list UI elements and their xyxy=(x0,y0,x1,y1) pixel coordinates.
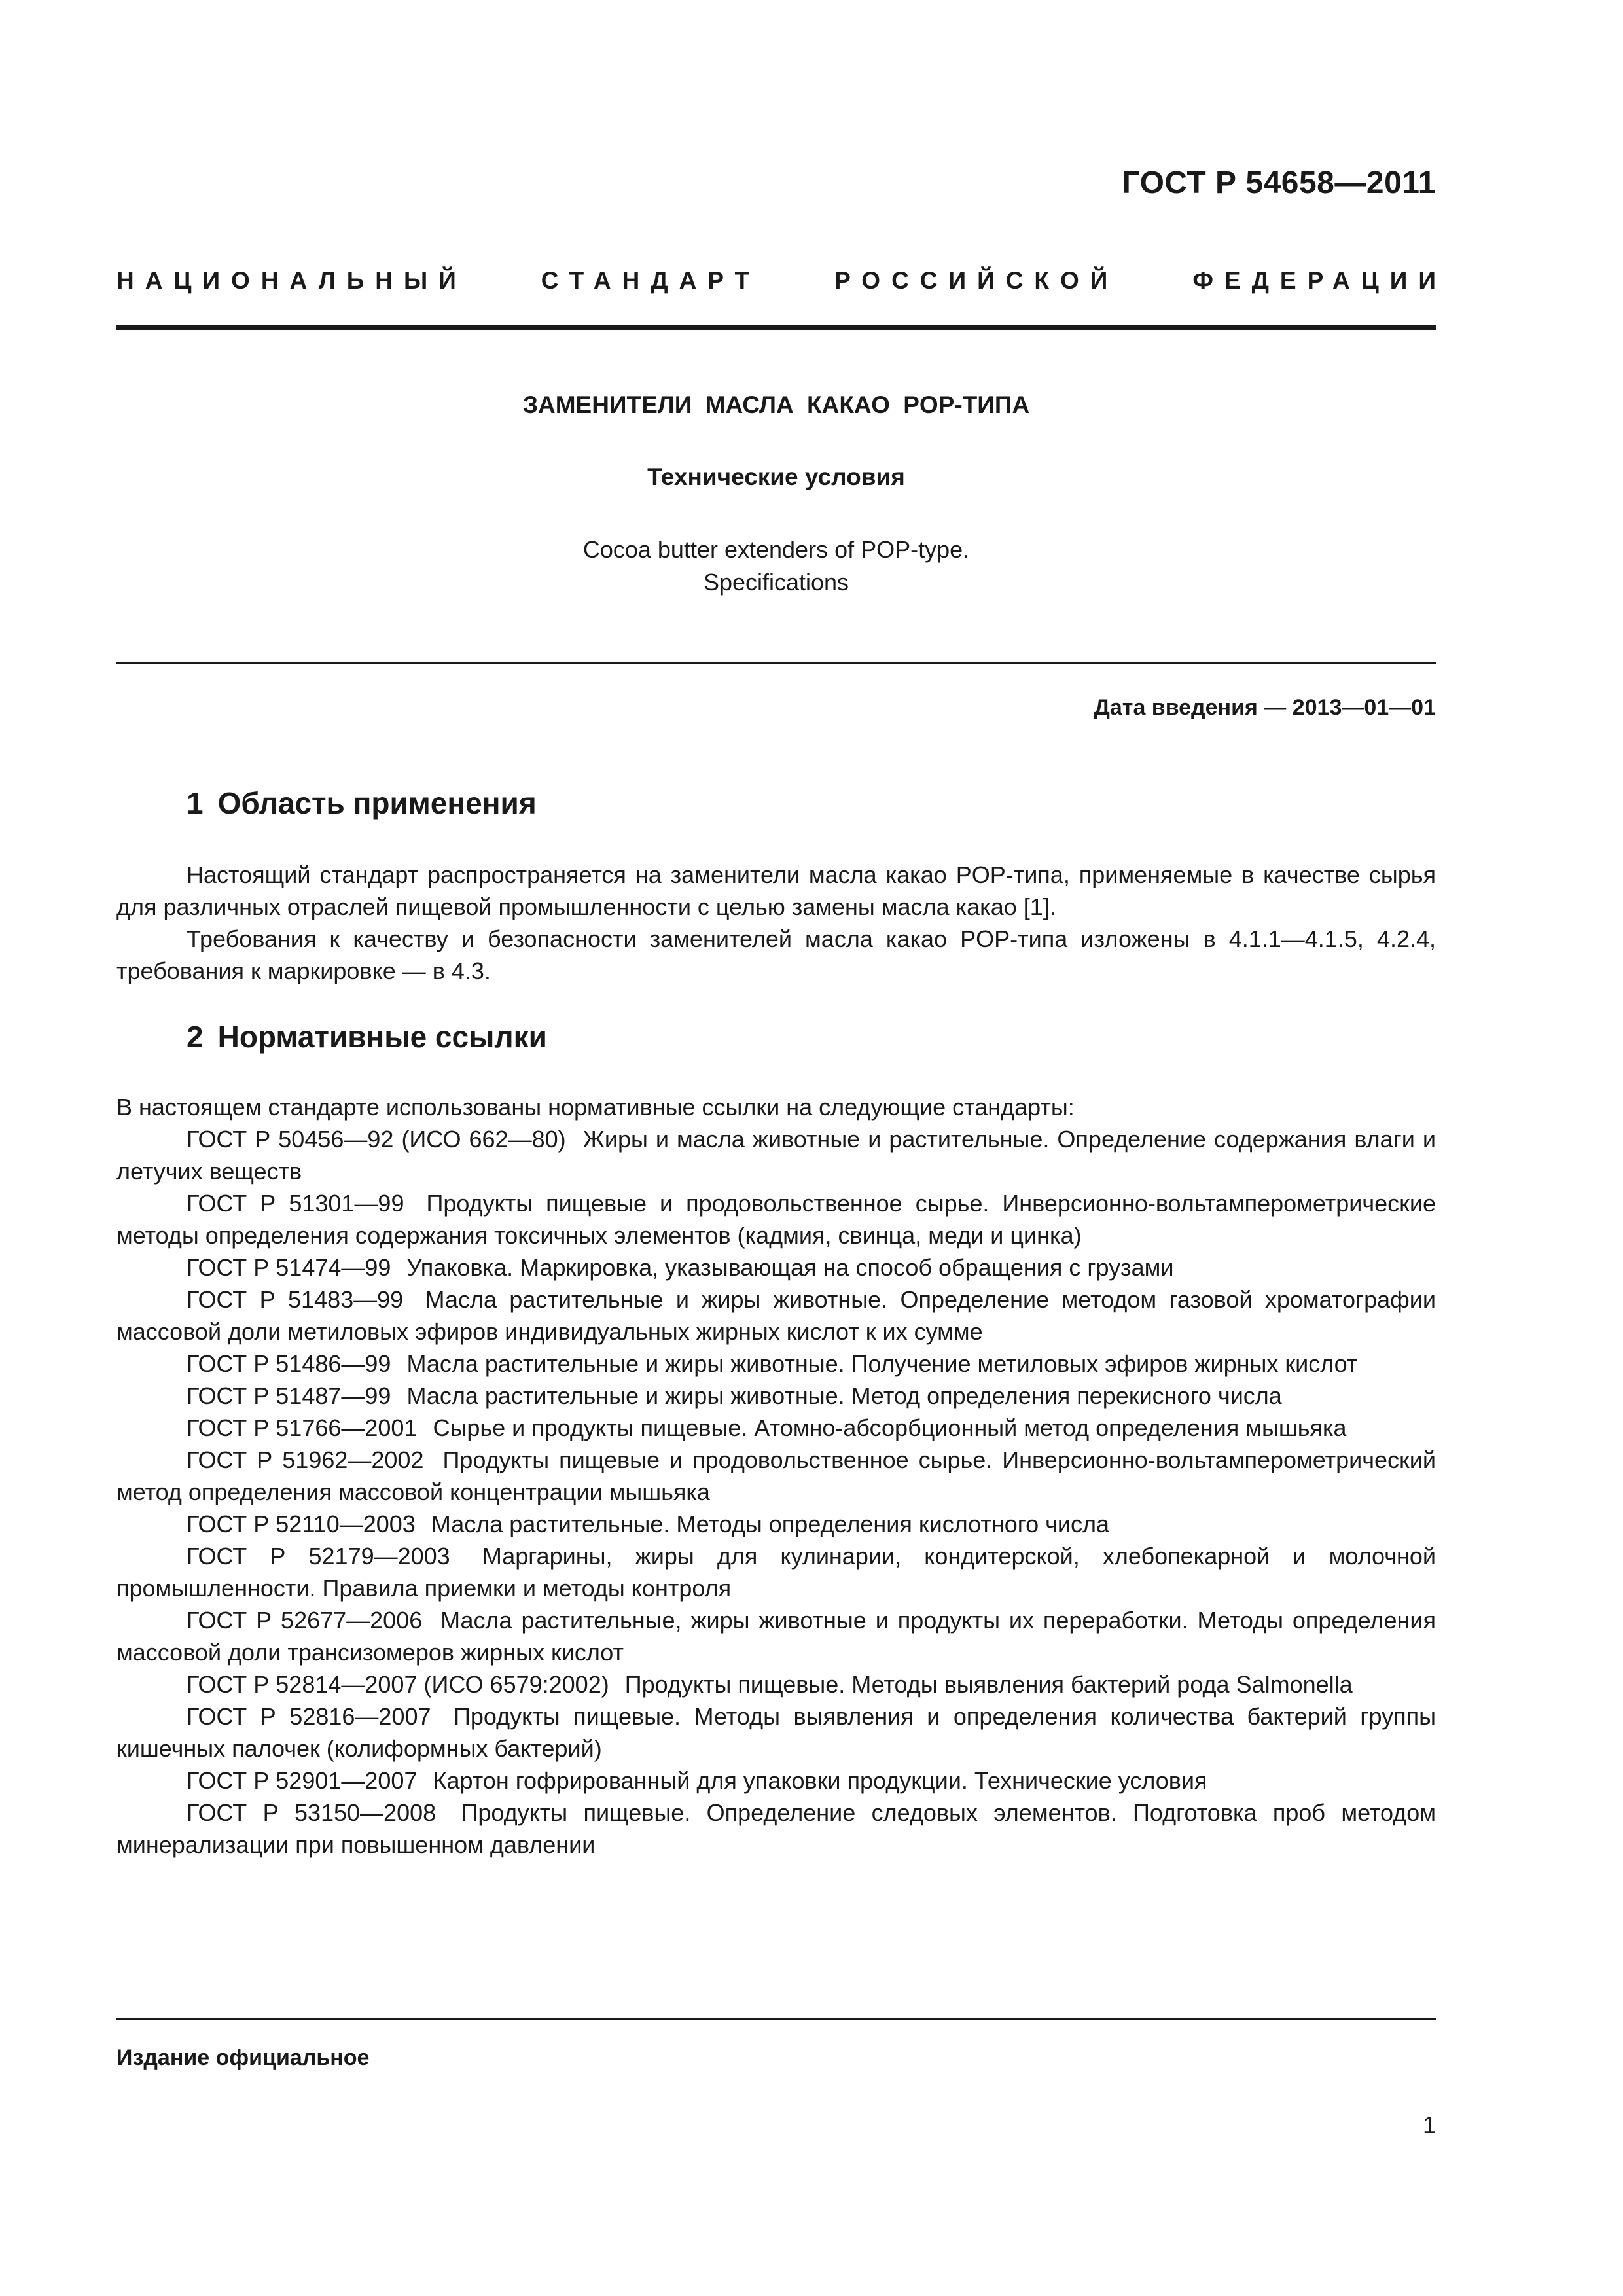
reference-code: ГОСТ Р 51486—99 xyxy=(187,1350,391,1377)
reference-item xyxy=(116,1508,1436,1540)
document-number: ГОСТ Р 54658—2011 xyxy=(1122,166,1436,200)
reference-code: ГОСТ Р 52677—2006 xyxy=(187,1607,423,1634)
document-title: ЗАМЕНИТЕЛИ МАСЛА КАКАО POP-ТИПА xyxy=(522,391,1030,418)
english-title-line: Cocoa butter extenders of POP-type. xyxy=(582,536,970,563)
references-intro: В настоящем стандарте использованы нормативные ссылки на следующие стандарты: xyxy=(116,1094,1075,1121)
english-title-line: Specifications xyxy=(703,569,849,596)
reference-text: Продукты пищевые и продовольственное сырье. Инверсионно-вольтамперометрические методы определения содержания токсичных элементов (кадмия, свинца, меди и цинка) xyxy=(116,1190,1436,1249)
reference-text: Сырье и продукты пищевые. Атомно-абсорбционный метод определения мышьяка xyxy=(433,1414,1347,1441)
reference-code: ГОСТ Р 51487—99 xyxy=(187,1382,391,1409)
section-title: Область применения xyxy=(217,786,537,820)
reference-text: Продукты пищевые. Методы выявления бактерий рода Salmonella xyxy=(624,1671,1353,1698)
reference-code: ГОСТ Р 51962—2002 xyxy=(187,1446,424,1473)
reference-item xyxy=(116,1123,1436,1187)
section-1-heading xyxy=(187,785,537,821)
reference-item xyxy=(116,1540,1436,1604)
page-number: 1 xyxy=(1422,2111,1436,2138)
section-2-heading xyxy=(187,1019,547,1054)
section-number: 1 xyxy=(187,786,204,820)
section-1-body xyxy=(116,859,1436,987)
reference-code: ГОСТ Р 50456—92 (ИСО 662—80) xyxy=(187,1126,566,1153)
reference-text: Продукты пищевые и продовольственное сырье. Инверсионно-вольтамперометрический метод определения массовой концентрации мышьяка xyxy=(116,1446,1436,1505)
title-divider xyxy=(116,662,1436,664)
reference-item xyxy=(116,1380,1436,1412)
reference-item xyxy=(116,1604,1436,1668)
section-2-body xyxy=(116,1091,1436,1861)
reference-item xyxy=(116,1444,1436,1508)
banner-word: СТАНДАРТ xyxy=(541,267,761,294)
reference-text: Маргарины, жиры для кулинарии, кондитерской, хлебопекарной и молочной промышленности. Правила приемки и методы контроля xyxy=(116,1543,1436,1602)
banner-word: ФЕДЕРАЦИИ xyxy=(1192,267,1447,294)
reference-text: Картон гофрированный для упаковки продукции. Технические условия xyxy=(433,1767,1207,1794)
english-title xyxy=(116,533,1436,599)
section-number: 2 xyxy=(187,1020,204,1054)
reference-code: ГОСТ Р 52901—2007 xyxy=(187,1767,418,1794)
reference-text: Масла растительные и жиры животные. Метод определения перекисного числа xyxy=(406,1382,1282,1409)
reference-text: Продукты пищевые. Методы выявления и определения количества бактерий группы кишечных палочек (колиформных бактерий) xyxy=(116,1703,1436,1762)
reference-item xyxy=(116,1700,1436,1765)
footer-divider xyxy=(116,2018,1436,2020)
reference-code: ГОСТ Р 52816—2007 xyxy=(187,1703,431,1730)
reference-item xyxy=(116,1765,1436,1797)
paragraph: Требования к качеству и безопасности заменителей масла какао POP-типа изложены в 4.1.1—4.1.5, 4.2.4, требования к маркировке — в 4.3. xyxy=(116,925,1436,984)
reference-code: ГОСТ Р 51301—99 xyxy=(187,1190,404,1217)
section-title: Нормативные ссылки xyxy=(217,1020,547,1054)
reference-code: ГОСТ Р 51483—99 xyxy=(187,1286,404,1313)
reference-item xyxy=(116,1668,1436,1700)
reference-code: ГОСТ Р 51766—2001 xyxy=(187,1414,418,1441)
reference-item xyxy=(116,1283,1436,1348)
reference-code: ГОСТ Р 53150—2008 xyxy=(187,1799,437,1826)
reference-text: Жиры и масла животные и растительные. Определение содержания влаги и летучих веществ xyxy=(116,1126,1436,1185)
reference-code: ГОСТ Р 52179—2003 xyxy=(187,1543,450,1570)
introduction-date: Дата введения — 2013—01—01 xyxy=(1094,695,1436,720)
header-divider xyxy=(116,325,1436,330)
national-standard-banner xyxy=(116,267,1447,295)
reference-item xyxy=(116,1412,1436,1444)
reference-item xyxy=(116,1251,1436,1283)
paragraph: Настоящий стандарт распространяется на заменители масла какао POP-типа, применяемые в качестве сырья для различных отраслей пищевой промышленности с целью замены масла какао [1]. xyxy=(116,861,1436,920)
official-edition-label: Издание официальное xyxy=(116,2045,370,2070)
reference-code: ГОСТ Р 51474—99 xyxy=(187,1254,391,1281)
reference-text: Масла растительные и жиры животные. Получение метиловых эфиров жирных кислот xyxy=(406,1350,1358,1377)
reference-text: Масла растительные и жиры животные. Определение методом газовой хроматографии массовой доли метиловых эфиров индивидуальных жирных кислот к их сумме xyxy=(116,1286,1436,1345)
reference-code: ГОСТ Р 52814—2007 (ИСО 6579:2002) xyxy=(187,1671,609,1698)
reference-text: Масла растительные. Методы определения кислотного числа xyxy=(431,1511,1110,1537)
document-subtitle: Технические условия xyxy=(647,463,905,490)
reference-item xyxy=(116,1187,1436,1251)
reference-code: ГОСТ Р 52110—2003 xyxy=(187,1511,416,1537)
reference-item xyxy=(116,1797,1436,1861)
reference-item xyxy=(116,1348,1436,1380)
reference-text: Упаковка. Маркировка, указывающая на способ обращения с грузами xyxy=(406,1254,1174,1281)
banner-word: НАЦИОНАЛЬНЫЙ xyxy=(116,267,467,294)
reference-text: Продукты пищевые. Определение следовых элементов. Подготовка проб методом минерализации при повышенном давлении xyxy=(116,1799,1436,1858)
reference-text: Масла растительные, жиры животные и продукты их переработки. Методы определения массовой доли трансизомеров жирных кислот xyxy=(116,1607,1436,1666)
banner-word: РОССИЙСКОЙ xyxy=(834,267,1119,294)
